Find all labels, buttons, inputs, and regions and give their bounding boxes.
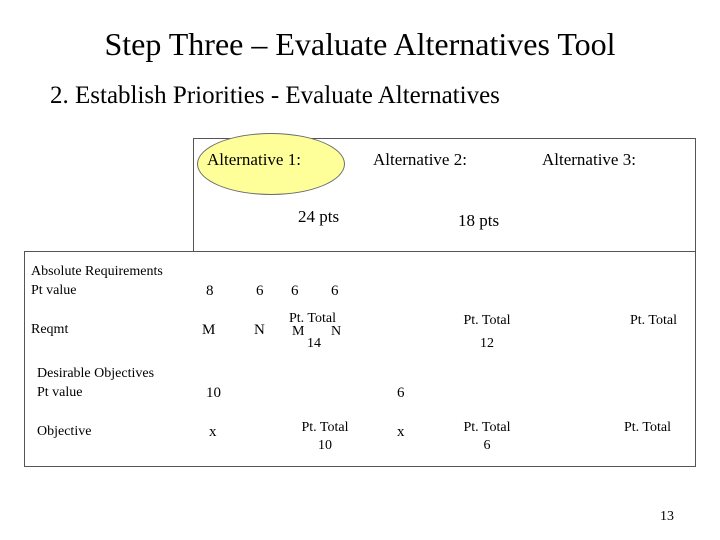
alt1-pt-value: 6 xyxy=(256,283,264,299)
page-number: 13 xyxy=(660,509,674,524)
alt3-obj-pt-total-label: Pt. Total xyxy=(463,420,511,435)
obj-pt-value-right: 6 xyxy=(397,385,405,401)
table-bottom-line xyxy=(24,466,696,467)
table-right-line xyxy=(695,138,696,467)
alternative-1-pts: 24 pts xyxy=(298,207,340,226)
objective-label: Objective xyxy=(37,424,92,439)
alt2-obj-total: 10 xyxy=(318,438,332,453)
pt-value-label-1: Pt value xyxy=(31,283,77,298)
alt2-pt-value-a: 6 xyxy=(291,283,299,299)
alt2-n: N xyxy=(331,324,342,339)
alternative-2-label: Alternative 2: xyxy=(373,150,467,169)
table-left-line xyxy=(24,251,25,467)
slide-title: Step Three – Evaluate Alternatives Tool xyxy=(104,26,616,62)
alt2-pt-value-b: 6 xyxy=(331,283,339,299)
reqmt-label: Reqmt xyxy=(31,322,69,337)
alt4-obj-pt-total-label: Pt. Total xyxy=(624,420,671,435)
alt3-obj-total: 6 xyxy=(483,438,491,453)
middle-line xyxy=(24,251,696,252)
reqmt-value: M xyxy=(202,322,216,338)
alternative-3-label: Alternative 3: xyxy=(542,150,636,169)
alternative-1-label: Alternative 1: xyxy=(207,150,301,169)
alt4-pt-total-label: Pt. Total xyxy=(630,313,677,328)
alt2-obj-x: x xyxy=(397,424,405,440)
objective-value: x xyxy=(209,424,217,440)
pt-value-label-2: Pt value xyxy=(37,385,83,400)
alt3-pt-total-label: Pt. Total xyxy=(463,313,511,328)
desirable-objectives-label: Desirable Objectives xyxy=(37,366,155,381)
slide-subtitle: 2. Establish Priorities - Evaluate Alternatives xyxy=(50,82,500,109)
alt3-total-12: 12 xyxy=(480,336,494,351)
alt1-reqmt: N xyxy=(254,322,265,338)
alt2-total-14: 14 xyxy=(307,336,321,351)
alt2-obj-pt-total-label: Pt. Total xyxy=(301,420,349,435)
absolute-requirements-label: Absolute Requirements xyxy=(31,264,163,279)
req-pt-value: 8 xyxy=(206,283,214,299)
alt2-m: M xyxy=(292,324,305,339)
alternative-2-pts: 18 pts xyxy=(458,211,500,230)
header-left-line xyxy=(193,138,194,252)
obj-pt-value: 10 xyxy=(206,385,221,401)
alt2-pt-total-label: Pt. Total xyxy=(289,311,336,326)
